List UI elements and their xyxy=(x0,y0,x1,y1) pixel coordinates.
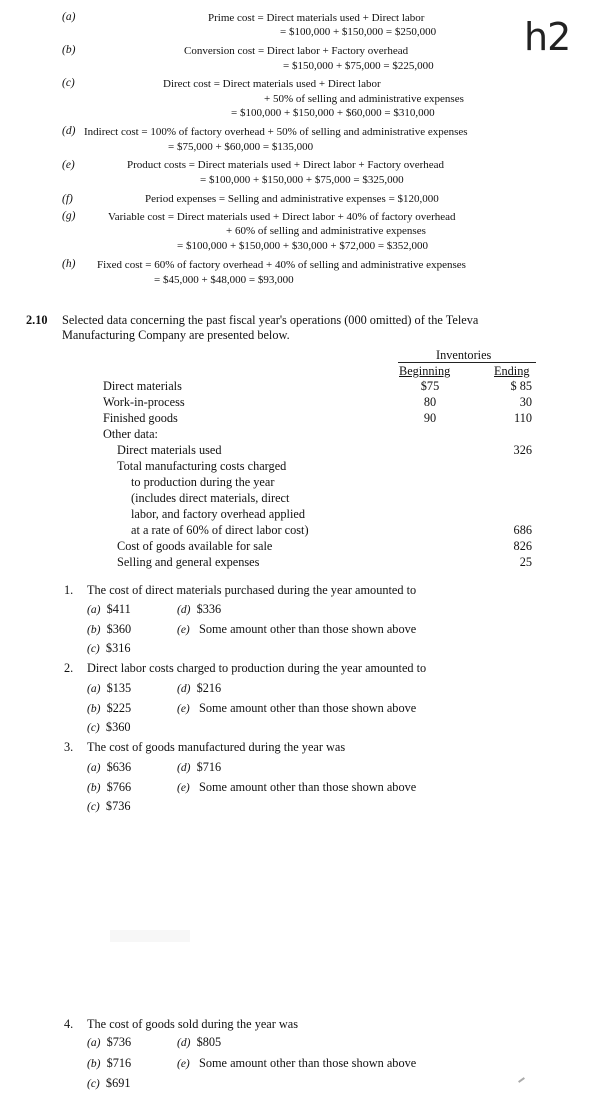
row-direct-materials-ending: $ 85 xyxy=(510,379,532,393)
q2-option-b-label: (b) xyxy=(87,703,101,715)
tmc-line-3: (includes direct materials, direct xyxy=(131,491,290,505)
q4-option-c: $691 xyxy=(105,1076,131,1090)
problem-intro-line2: Manufacturing Company are presented below. xyxy=(62,328,290,342)
q3-number: 3. xyxy=(64,740,74,754)
q4-option-b-label: (b) xyxy=(87,1058,101,1070)
q1-option-e: Some amount other than those shown above xyxy=(199,622,417,636)
q4-option-a-label: (a) xyxy=(87,1037,101,1049)
tmc-value: 686 xyxy=(513,523,532,537)
problem-intro-line1: Selected data concerning the past fiscal year's operations (000 omitted) of the Televa xyxy=(62,313,479,327)
q4-option-e: Some amount other than those shown above xyxy=(199,1056,417,1070)
solution-e-line1: Product costs = Direct materials used + Direct labor + Factory overhead xyxy=(127,159,445,171)
tmc-line-4: labor, and factory overhead applied xyxy=(131,507,305,521)
q2-option-c: $360 xyxy=(105,720,131,734)
q1-option-b-label: (b) xyxy=(87,624,101,636)
solution-a-label: (a) xyxy=(62,11,76,23)
q1-option-a: $411 xyxy=(106,602,131,616)
solution-h-label: (h) xyxy=(62,258,76,270)
solution-f-label: (f) xyxy=(62,193,73,205)
row-finished-goods-label: Finished goods xyxy=(103,411,178,425)
q2-option-b: $225 xyxy=(106,701,132,715)
row-work-in-process-beginning: 80 xyxy=(423,395,437,409)
q3-option-c-label: (c) xyxy=(87,801,100,813)
cogas-label: Cost of goods available for sale xyxy=(117,539,273,553)
q2-option-e: Some amount other than those shown above xyxy=(199,701,417,715)
solution-d-line2: = $75,000 + $60,000 = $135,000 xyxy=(168,141,314,153)
q1-text: The cost of direct materials purchased during the year amounted to xyxy=(87,583,417,597)
q1-option-c-label: (c) xyxy=(87,643,100,655)
tmc-line-5: at a rate of 60% of direct labor cost) xyxy=(131,523,309,537)
q2-option-c-label: (c) xyxy=(87,722,100,734)
row-work-in-process-label: Work-in-process xyxy=(103,395,185,409)
solution-h-line2: = $45,000 + $48,000 = $93,000 xyxy=(154,274,294,286)
q1-option-d-label: (d) xyxy=(177,604,191,616)
solution-f-line1: Period expenses = Selling and administrative expenses = $120,000 xyxy=(145,193,439,205)
row-finished-goods-beginning: 90 xyxy=(423,411,437,425)
q2-option-d-label: (d) xyxy=(177,683,191,695)
solution-a-line2: = $100,000 + $150,000 = $250,000 xyxy=(280,26,437,38)
q3-option-b: $766 xyxy=(106,780,132,794)
solution-c-line2: + 50% of selling and administrative expenses xyxy=(264,93,464,105)
solution-d-line1: Indirect cost = 100% of factory overhead + 50% of selling and administrative expenses xyxy=(84,126,468,138)
solution-e-line2: = $100,000 + $150,000 + $75,000 = $325,000 xyxy=(200,174,404,186)
problem-number: 2.10 xyxy=(26,313,48,327)
q4-option-d-label: (d) xyxy=(177,1037,191,1049)
q4-option-e-label: (e) xyxy=(177,1058,190,1070)
sga-label: Selling and general expenses xyxy=(117,555,260,569)
solution-g-label: (g) xyxy=(62,210,76,222)
beginning-header: Beginning xyxy=(399,364,451,378)
solution-b-line1: Conversion cost = Direct labor + Factory overhead xyxy=(184,45,409,57)
q3-option-c: $736 xyxy=(105,799,131,813)
q3-option-e-label: (e) xyxy=(177,782,190,794)
inventories-header: Inventories xyxy=(436,348,492,362)
sga-value: 25 xyxy=(519,555,532,569)
q4-option-c-label: (c) xyxy=(87,1078,100,1090)
faint-smudge xyxy=(110,930,190,942)
solution-g-line2: + 60% of selling and administrative expenses xyxy=(226,225,426,237)
solution-d-label: (d) xyxy=(62,125,76,137)
q1-option-a-label: (a) xyxy=(87,604,101,616)
solution-a-line1: Prime cost = Direct materials used + Direct labor xyxy=(208,12,425,24)
q3-option-a-label: (a) xyxy=(87,762,101,774)
ending-header: Ending xyxy=(494,364,530,378)
solution-g-line3: = $100,000 + $150,000 + $30,000 + $72,000 = $352,000 xyxy=(177,240,429,252)
q4-number: 4. xyxy=(64,1017,74,1031)
pencil-mark xyxy=(518,1077,525,1083)
row-direct-materials-beginning: $75 xyxy=(420,379,440,393)
inventories-header-rule xyxy=(398,362,536,363)
q3-option-b-label: (b) xyxy=(87,782,101,794)
handwritten-watermark: h2 xyxy=(524,15,571,59)
q2-option-a: $135 xyxy=(106,681,132,695)
q1-option-d: $336 xyxy=(196,602,222,616)
row-direct-materials-label: Direct materials xyxy=(103,379,182,393)
q4-option-a: $736 xyxy=(106,1035,132,1049)
q2-number: 2. xyxy=(64,661,74,675)
q4-text: The cost of goods sold during the year was xyxy=(87,1017,299,1031)
dm-used-label: Direct materials used xyxy=(117,443,222,457)
q3-option-a: $636 xyxy=(106,760,132,774)
tmc-line-2: to production during the year xyxy=(131,475,275,489)
solution-h-line1: Fixed cost = 60% of factory overhead + 40% of selling and administrative expenses xyxy=(97,259,466,271)
other-data-label: Other data: xyxy=(103,427,158,441)
q3-option-e: Some amount other than those shown above xyxy=(199,780,417,794)
q2-option-e-label: (e) xyxy=(177,703,190,715)
q4-option-b: $716 xyxy=(106,1056,132,1070)
q2-option-a-label: (a) xyxy=(87,683,101,695)
q4-option-d: $805 xyxy=(196,1035,222,1049)
solution-c-line1: Direct cost = Direct materials used + Direct labor xyxy=(163,78,381,90)
solution-b-line2: = $150,000 + $75,000 = $225,000 xyxy=(283,60,434,72)
row-work-in-process-ending: 30 xyxy=(519,395,532,409)
solution-g-line1: Variable cost = Direct materials used + Direct labor + 40% of factory overhead xyxy=(108,211,456,223)
q1-option-c: $316 xyxy=(105,641,131,655)
q3-option-d: $716 xyxy=(196,760,222,774)
solution-c-line3: = $100,000 + $150,000 + $60,000 = $310,000 xyxy=(231,107,435,119)
solution-e-label: (e) xyxy=(62,159,75,171)
q1-number: 1. xyxy=(64,583,74,597)
q1-option-b: $360 xyxy=(106,622,132,636)
row-finished-goods-ending: 110 xyxy=(514,411,532,425)
q2-text: Direct labor costs charged to production during the year amounted to xyxy=(87,661,427,675)
solution-c-label: (c) xyxy=(62,77,75,89)
dm-used-value: 326 xyxy=(513,443,532,457)
q3-text: The cost of goods manufactured during the year was xyxy=(87,740,346,754)
q2-option-d: $216 xyxy=(196,681,222,695)
solution-b-label: (b) xyxy=(62,44,76,56)
q3-option-d-label: (d) xyxy=(177,762,191,774)
q1-option-e-label: (e) xyxy=(177,624,190,636)
tmc-line-1: Total manufacturing costs charged xyxy=(117,459,287,473)
cogas-value: 826 xyxy=(513,539,532,553)
